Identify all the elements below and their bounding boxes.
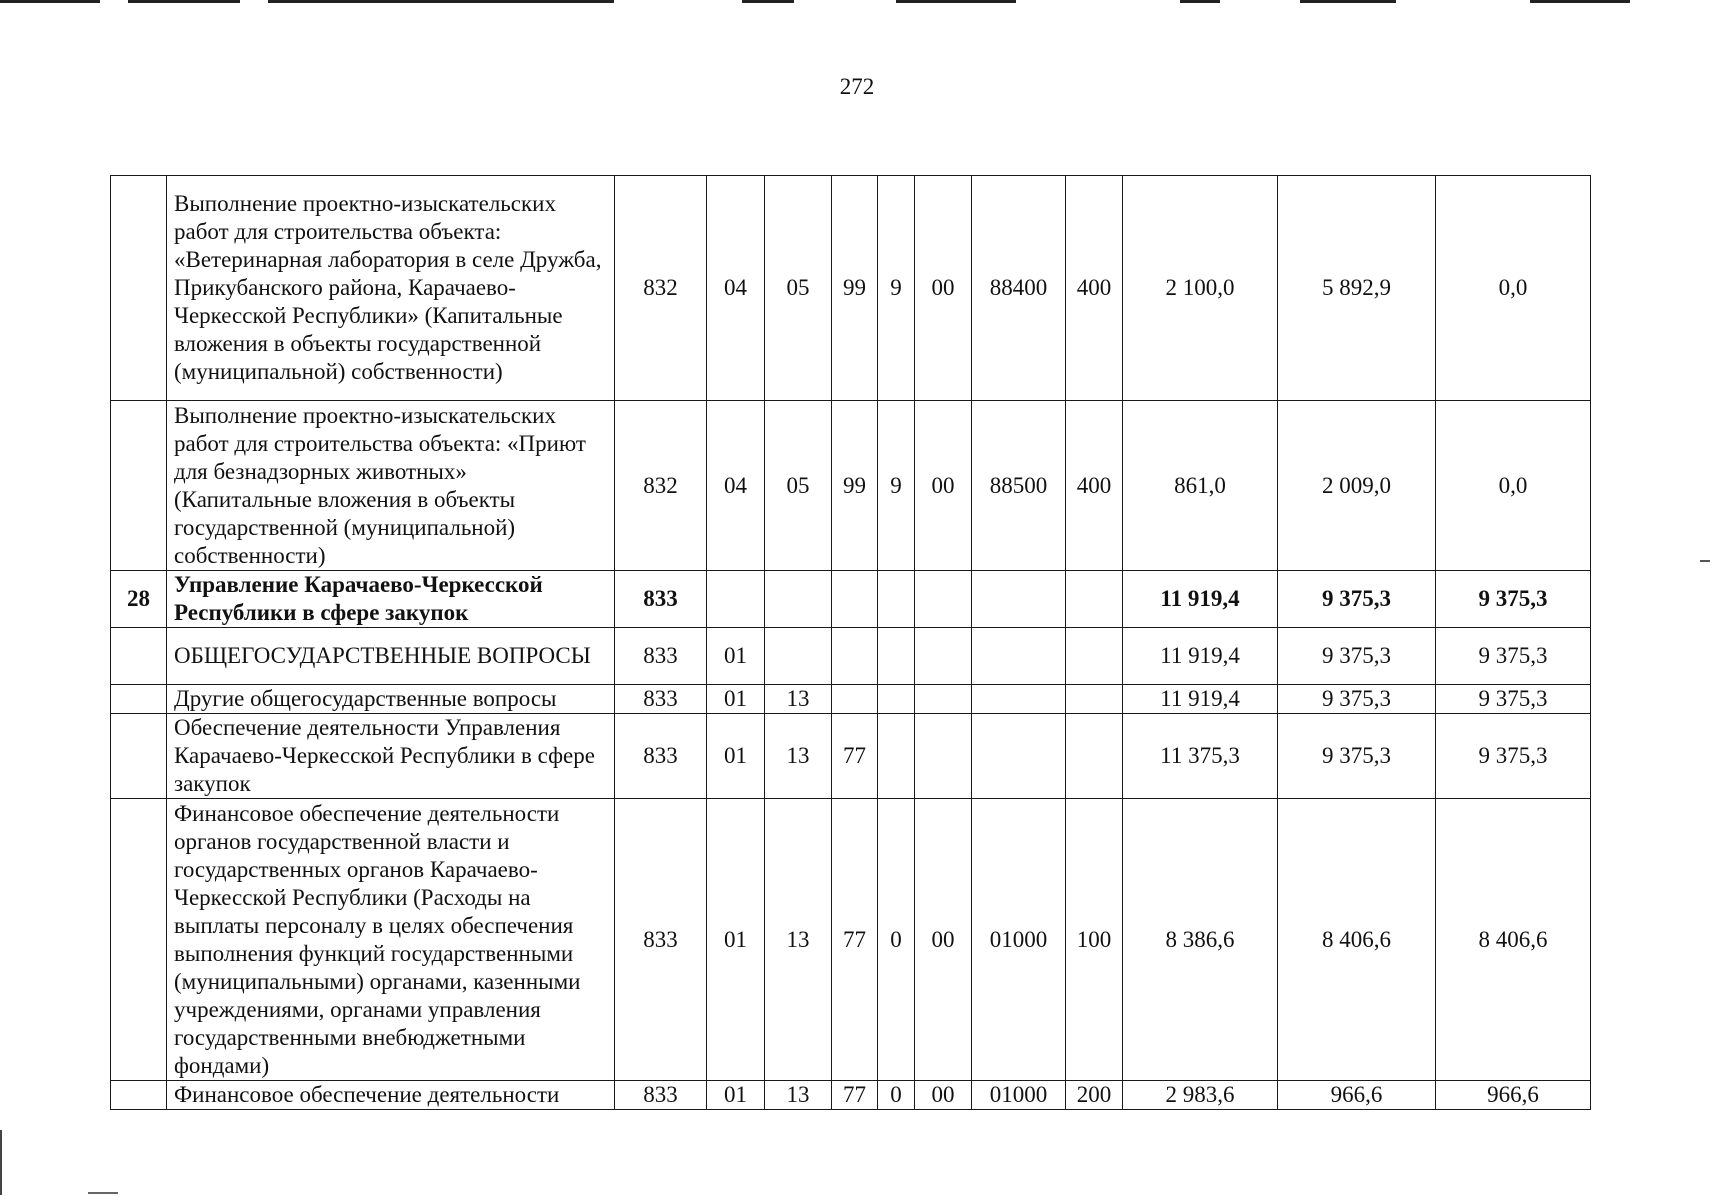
main-activity-code [915, 571, 972, 628]
amount-year-3: 9 375,3 [1436, 628, 1591, 685]
subprogram-code: 9 [878, 401, 915, 571]
row-index [111, 685, 167, 714]
subsection-code: 05 [765, 401, 832, 571]
direction-code [972, 714, 1066, 799]
subprogram-code [878, 685, 915, 714]
expense-type-code [1066, 628, 1123, 685]
section-code: 01 [707, 1081, 765, 1110]
table-row [111, 571, 1591, 628]
program-code: 77 [832, 714, 878, 799]
main-activity-code [915, 628, 972, 685]
expense-type-code [1066, 714, 1123, 799]
amount-year-2: 966,6 [1278, 1081, 1436, 1110]
subprogram-code: 9 [878, 176, 915, 401]
row-index [111, 1081, 167, 1110]
amount-year-1: 2 983,6 [1123, 1081, 1278, 1110]
amount-year-3: 9 375,3 [1436, 714, 1591, 799]
row-name: Финансовое обеспечение деятельности органов государственной власти и государственных органов Карачаево-Черкесской Республики (Расходы на выплаты персоналу в целях обеспечения выполнения функций государственными (муниципальными) органами, казенными учреждениями, органами управления государственными внебюджетными фондами) [167, 799, 615, 1081]
row-index [111, 176, 167, 401]
direction-code: 01000 [972, 799, 1066, 1081]
subprogram-code [878, 571, 915, 628]
direction-code: 01000 [972, 1081, 1066, 1110]
section-code: 01 [707, 799, 765, 1081]
expense-type-code: 200 [1066, 1081, 1123, 1110]
row-name: Выполнение проектно-изыскательских работ для строительства объекта: «Приют для безнадзорных животных» (Капитальные вложения в объекты государственной (муниципальной) собственности) [167, 401, 615, 571]
row-name: ОБЩЕГОСУДАРСТВЕННЫЕ ВОПРОСЫ [167, 628, 615, 685]
scan-margin-mark [1700, 560, 1710, 562]
row-name: Финансовое обеспечение деятельности [167, 1081, 615, 1110]
table-row [111, 1081, 1591, 1110]
amount-year-2: 9 375,3 [1278, 685, 1436, 714]
amount-year-1: 11 919,4 [1123, 628, 1278, 685]
row-index [111, 714, 167, 799]
main-activity-code [915, 685, 972, 714]
row-name: Управление Карачаево-Черкесской Республики в сфере закупок [167, 571, 615, 628]
main-activity-code: 00 [915, 401, 972, 571]
expense-type-code: 400 [1066, 176, 1123, 401]
amount-year-2: 9 375,3 [1278, 628, 1436, 685]
subprogram-code: 0 [878, 799, 915, 1081]
subsection-code [765, 571, 832, 628]
program-code: 99 [832, 176, 878, 401]
scan-edge-mark [0, 0, 100, 3]
direction-code: 88500 [972, 401, 1066, 571]
amount-year-1: 11 919,4 [1123, 571, 1278, 628]
main-activity-code: 00 [915, 799, 972, 1081]
table-body [111, 176, 1591, 1110]
scan-edge-mark [128, 0, 240, 3]
ministry-code: 833 [615, 628, 707, 685]
amount-year-1: 11 375,3 [1123, 714, 1278, 799]
ministry-code: 833 [615, 685, 707, 714]
direction-code: 88400 [972, 176, 1066, 401]
expense-type-code [1066, 685, 1123, 714]
ministry-code: 832 [615, 176, 707, 401]
expense-type-code: 400 [1066, 401, 1123, 571]
subprogram-code [878, 714, 915, 799]
amount-year-3: 966,6 [1436, 1081, 1591, 1110]
ministry-code: 833 [615, 799, 707, 1081]
amount-year-3: 8 406,6 [1436, 799, 1591, 1081]
amount-year-1: 8 386,6 [1123, 799, 1278, 1081]
row-name: Другие общегосударственные вопросы [167, 685, 615, 714]
row-name: Обеспечение деятельности Управления Карачаево-Черкесской Республики в сфере закупок [167, 714, 615, 799]
ministry-code: 833 [615, 571, 707, 628]
amount-year-3: 0,0 [1436, 176, 1591, 401]
table-row [111, 176, 1591, 401]
amount-year-1: 11 919,4 [1123, 685, 1278, 714]
scan-edge-mark [1530, 0, 1630, 3]
row-index [111, 628, 167, 685]
expense-type-code: 100 [1066, 799, 1123, 1081]
direction-code [972, 571, 1066, 628]
ministry-code: 833 [615, 1081, 707, 1110]
table-row [111, 628, 1591, 685]
amount-year-2: 9 375,3 [1278, 571, 1436, 628]
budget-table [110, 175, 1591, 1110]
amount-year-1: 2 100,0 [1123, 176, 1278, 401]
amount-year-2: 2 009,0 [1278, 401, 1436, 571]
main-activity-code: 00 [915, 1081, 972, 1110]
row-index [111, 799, 167, 1081]
scan-edge-mark [268, 0, 614, 3]
program-code: 99 [832, 401, 878, 571]
main-activity-code [915, 714, 972, 799]
table-row [111, 799, 1591, 1081]
table-row [111, 714, 1591, 799]
row-name: Выполнение проектно-изыскательских работ для строительства объекта: «Ветеринарная лаборатория в селе Дружба, Прикубанского района, Карачаево-Черкесской Республики» (Капитальные вложения в объекты государственной (муниципальной) собственности) [167, 176, 615, 401]
subsection-code: 05 [765, 176, 832, 401]
table-row [111, 685, 1591, 714]
amount-year-3: 9 375,3 [1436, 571, 1591, 628]
direction-code [972, 685, 1066, 714]
scan-edge-mark [896, 0, 1016, 3]
amount-year-1: 861,0 [1123, 401, 1278, 571]
scan-edge-mark [1180, 0, 1220, 3]
table-row [111, 401, 1591, 571]
scan-margin-mark [0, 1130, 2, 1195]
subsection-code: 13 [765, 1081, 832, 1110]
expense-type-code [1066, 571, 1123, 628]
subsection-code [765, 628, 832, 685]
ministry-code: 833 [615, 714, 707, 799]
amount-year-3: 0,0 [1436, 401, 1591, 571]
row-index [111, 401, 167, 571]
amount-year-3: 9 375,3 [1436, 685, 1591, 714]
section-code: 01 [707, 628, 765, 685]
row-index: 28 [111, 571, 167, 628]
subsection-code: 13 [765, 799, 832, 1081]
subsection-code: 13 [765, 685, 832, 714]
program-code: 77 [832, 799, 878, 1081]
page-number: 272 [839, 74, 875, 99]
program-code [832, 685, 878, 714]
scan-corner-mark [88, 1192, 118, 1194]
section-code: 04 [707, 176, 765, 401]
program-code: 77 [832, 1081, 878, 1110]
section-code [707, 571, 765, 628]
section-code: 01 [707, 714, 765, 799]
ministry-code: 832 [615, 401, 707, 571]
amount-year-2: 9 375,3 [1278, 714, 1436, 799]
program-code [832, 628, 878, 685]
subprogram-code [878, 628, 915, 685]
program-code [832, 571, 878, 628]
scan-edge-mark [1300, 0, 1396, 3]
amount-year-2: 8 406,6 [1278, 799, 1436, 1081]
amount-year-2: 5 892,9 [1278, 176, 1436, 401]
section-code: 01 [707, 685, 765, 714]
section-code: 04 [707, 401, 765, 571]
scan-edge-mark [742, 0, 794, 3]
direction-code [972, 628, 1066, 685]
subsection-code: 13 [765, 714, 832, 799]
main-activity-code: 00 [915, 176, 972, 401]
subprogram-code: 0 [878, 1081, 915, 1110]
